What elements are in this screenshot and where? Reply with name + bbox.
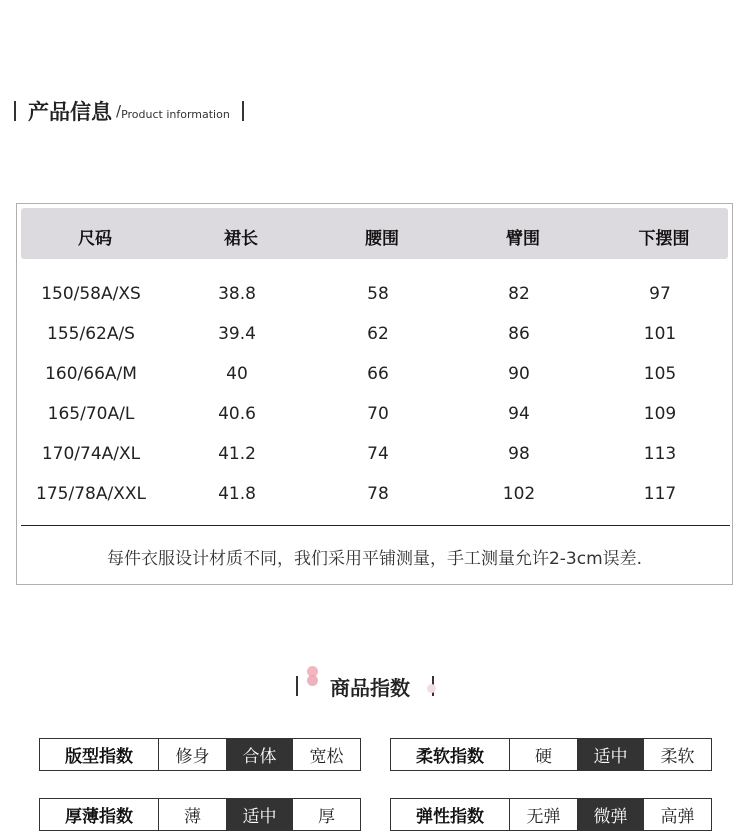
cell-size: 155/62A/S: [47, 324, 135, 344]
product-index-title: 商品指数: [330, 675, 410, 700]
cell-arm: 86: [508, 324, 530, 344]
index-label: 版型指数: [40, 739, 159, 770]
index-option: 高弹: [660, 807, 695, 827]
heading-bar-left: [296, 676, 298, 696]
cell-skirt-length: 39.4: [218, 324, 256, 344]
product-info-heading: [14, 96, 244, 126]
table-row: [17, 474, 732, 514]
cell-skirt-length: 40: [226, 364, 248, 384]
index-option: 宽松: [309, 747, 344, 767]
table-row: [17, 354, 732, 394]
title-separator: /: [116, 102, 122, 120]
index-option: 厚: [318, 807, 335, 827]
index-label: 柔软指数: [391, 739, 510, 770]
header-arm: 臂围: [506, 229, 540, 249]
cell-skirt-length: 41.2: [218, 444, 256, 464]
heading-bar-left: [14, 101, 16, 121]
index-label: 弹性指数: [391, 799, 510, 830]
decor-dot: [427, 684, 436, 693]
header-size: 尺码: [78, 229, 112, 249]
index-option-selected: 适中: [577, 739, 644, 770]
cell-skirt-length: 40.6: [218, 404, 256, 424]
table-row: [17, 314, 732, 354]
header-waist: 腰围: [365, 229, 399, 249]
cell-waist: 66: [367, 364, 389, 384]
cell-size: 165/70A/L: [47, 404, 135, 424]
product-info-title: 产品信息: [28, 100, 112, 124]
size-table-header: [21, 208, 728, 259]
cell-size: 160/66A/M: [45, 364, 137, 384]
cell-waist: 62: [367, 324, 389, 344]
heading-bar-right: [242, 101, 244, 121]
index-option: 无弹: [526, 807, 561, 827]
elasticity-index: [390, 798, 712, 831]
thickness-index: [39, 798, 361, 831]
cell-arm: 82: [508, 284, 530, 304]
index-option-selected: 微弹: [577, 799, 644, 830]
product-index-heading: [296, 668, 434, 704]
cell-hem: 109: [643, 404, 677, 424]
measurement-note: 每件衣服设计材质不同，我们采用平铺测量，手工测量允许2-3cm误差.: [106, 549, 643, 569]
table-row: [17, 434, 732, 474]
table-row: [17, 394, 732, 434]
cell-skirt-length: 41.8: [218, 484, 256, 504]
cell-hem: 101: [643, 324, 677, 344]
cell-size: 170/74A/XL: [41, 444, 141, 464]
cell-skirt-length: 38.8: [218, 284, 256, 304]
product-info-subtitle: Product information: [121, 107, 230, 121]
softness-index: [390, 738, 712, 771]
cell-size: 175/78A/XXL: [36, 484, 146, 504]
cell-hem: 113: [643, 444, 677, 464]
header-skirt-length: 裙长: [224, 229, 258, 249]
cell-hem: 97: [649, 284, 671, 304]
cell-waist: 74: [367, 444, 389, 464]
index-option: 硬: [535, 747, 552, 767]
index-option: 薄: [184, 807, 201, 827]
index-option: 柔软: [660, 747, 695, 767]
cell-waist: 78: [367, 484, 389, 504]
fit-index: [39, 738, 361, 771]
decor-dot: [307, 675, 318, 686]
cell-arm: 98: [508, 444, 530, 464]
cell-arm: 94: [508, 404, 530, 424]
cell-size: 150/58A/XS: [41, 284, 141, 304]
cell-hem: 105: [643, 364, 677, 384]
table-row: [17, 274, 732, 314]
cell-waist: 58: [367, 284, 389, 304]
cell-arm: 90: [508, 364, 530, 384]
index-option-selected: 合体: [226, 739, 293, 770]
cell-arm: 102: [502, 484, 536, 504]
table-divider: [21, 525, 730, 526]
index-option-selected: 适中: [226, 799, 293, 830]
index-option: 修身: [175, 747, 210, 767]
index-label: 厚薄指数: [40, 799, 159, 830]
header-hem: 下摆围: [638, 229, 690, 249]
cell-waist: 70: [367, 404, 389, 424]
cell-hem: 117: [643, 484, 677, 504]
size-table: [16, 203, 733, 585]
